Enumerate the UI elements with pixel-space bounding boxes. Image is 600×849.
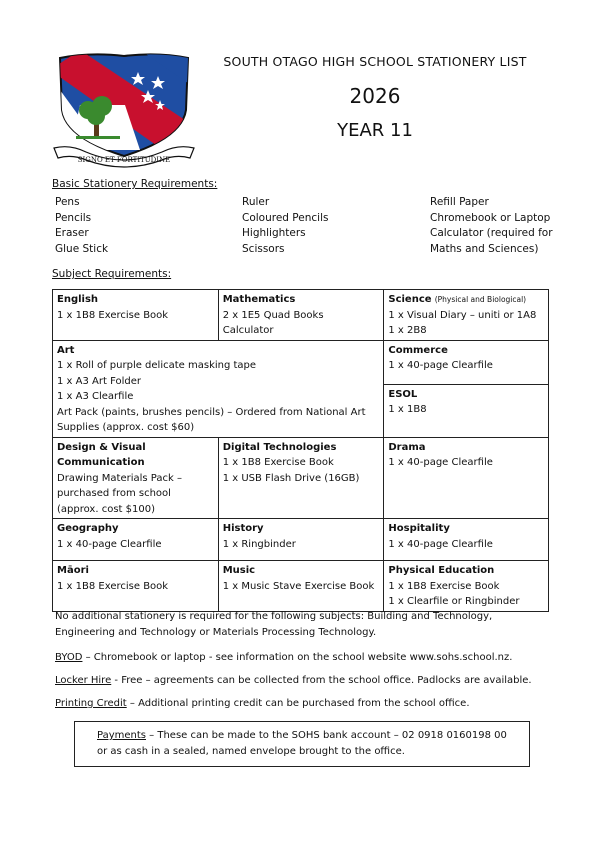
cell-art: [53, 340, 384, 437]
subject-requirements-table: [52, 289, 549, 612]
subject-name: Drama: [388, 441, 426, 453]
subject-item: Calculator: [222, 325, 274, 336]
subject-item: 1 x 40-page Clearfile: [388, 360, 493, 371]
subject-name: Māori: [57, 565, 89, 576]
no-stationery-note: No additional stationery is required for the following subjects: Building and Technology, Engineering and Technology or Materials Processing Technology.: [55, 611, 493, 638]
cell-mathematics: [218, 290, 384, 341]
subject-name: Hospitality: [388, 523, 450, 534]
subject-item: 1 x 1B8 Exercise Book: [388, 580, 500, 592]
subject-name: Commerce: [388, 344, 448, 356]
subject-name: Digital Technologies: [222, 441, 337, 453]
cell-design: [53, 437, 219, 519]
cell-drama: [384, 437, 549, 519]
table-row: [53, 437, 549, 519]
list-item: Pens: [55, 196, 80, 208]
subject-name: Music: [222, 565, 256, 576]
printing-credit-label: Printing Credit: [55, 698, 127, 709]
subject-name: Art: [57, 344, 75, 356]
cell-music: [218, 561, 384, 612]
subject-item: 1 x A3 Clearfile: [57, 391, 134, 402]
payments-line-2: or as cash in a sealed, named envelope brought to the office.: [97, 745, 405, 757]
table-row: [53, 340, 549, 384]
basic-column-1: [55, 195, 108, 258]
payments-text: [97, 728, 527, 759]
list-item: Highlighters: [242, 227, 306, 240]
basic-column-2: [242, 195, 328, 258]
subject-name: Physical Education: [388, 565, 495, 576]
cell-esol: [384, 384, 549, 437]
table-row: [53, 561, 549, 612]
locker-hire-line: [55, 673, 555, 689]
subject-name: Science: [388, 294, 432, 305]
subject-name: Communication: [57, 457, 145, 468]
printing-credit-text: – Additional printing credit can be purchased from the school office.: [126, 698, 470, 709]
payments-label: Payments: [97, 730, 146, 741]
subject-item: (approx. cost $100): [57, 503, 155, 515]
payments-line-1: – These can be made to the SOHS bank account – 02 0918 0160198 00: [146, 730, 507, 741]
subject-name: Geography: [57, 523, 119, 534]
cell-maori: [53, 561, 219, 612]
table-row: [53, 290, 549, 341]
basic-column-3: [430, 195, 553, 258]
subject-item: purchased from school: [57, 488, 171, 499]
cell-geography: [53, 519, 219, 561]
subject-item: Drawing Materials Pack –: [57, 472, 182, 484]
subject-name: History: [222, 523, 264, 534]
byod-label: BYOD: [55, 652, 83, 663]
list-item: Ruler: [242, 196, 270, 208]
subject-name: Mathematics: [222, 294, 296, 305]
subject-item: 1 x 1B8 Exercise Book: [57, 309, 169, 321]
subject-requirements-heading: Subject Requirements:: [52, 268, 172, 280]
subject-item: 1 x 1B8 Exercise Book: [57, 580, 169, 592]
subject-item: 1 x 40-page Clearfile: [388, 457, 493, 468]
level-heading: YEAR 11: [337, 120, 413, 141]
list-item: Scissors: [242, 243, 285, 256]
subject-item: 1 x Clearfile or Ringbinder: [388, 596, 520, 607]
subject-name: ESOL: [388, 388, 418, 400]
list-item: Pencils: [55, 211, 92, 224]
subject-item: 1 x Music Stave Exercise Book: [222, 580, 375, 592]
payments-box: [74, 721, 530, 767]
list-item: Maths and Sciences): [430, 243, 539, 256]
cell-english: [53, 290, 219, 341]
list-item: Refill Paper: [430, 196, 489, 208]
list-item: Calculator (required for: [430, 227, 553, 240]
byod-line: [55, 650, 555, 666]
subject-note: (Physical and Biological): [434, 295, 527, 304]
year-heading: 2026: [349, 84, 401, 108]
subject-item: 1 x 2B8: [388, 325, 427, 336]
list-item: Eraser: [55, 227, 89, 240]
list-item: Coloured Pencils: [242, 211, 329, 224]
table-row: [53, 519, 549, 561]
cell-digital-technologies: [218, 437, 384, 519]
subject-item: 1 x Roll of purple delicate masking tape: [57, 360, 257, 371]
subject-item: 1 x 1B8 Exercise Book: [222, 457, 334, 468]
list-item: Chromebook or Laptop: [430, 211, 551, 224]
byod-text: – Chromebook or laptop - see information on the school website www.sohs.school.nz.: [82, 652, 513, 663]
school-crest: [50, 50, 198, 168]
printing-credit-line: [55, 696, 555, 712]
subject-item: 1 x 1B8: [388, 404, 427, 415]
cell-hospitality: [384, 519, 549, 561]
cell-science: [384, 290, 549, 341]
subject-item: 1 x USB Flash Drive (16GB): [222, 472, 360, 484]
subject-item: 1 x Ringbinder: [222, 538, 296, 550]
subject-item: Supplies (approx. cost $60): [57, 422, 195, 433]
subject-item: 1 x Visual Diary – uniti or 1A8: [388, 309, 537, 321]
list-item: Glue Stick: [55, 243, 109, 256]
cell-history: [218, 519, 384, 561]
subject-name: Design & Visual: [57, 441, 146, 453]
document-title: SOUTH OTAGO HIGH SCHOOL STATIONERY LIST: [223, 54, 527, 69]
subject-item: 2 x 1E5 Quad Books: [222, 309, 324, 321]
subject-item: Art Pack (paints, brushes pencils) – Ordered from National Art: [57, 406, 366, 418]
locker-hire-label: Locker Hire: [55, 675, 112, 686]
crest-motto: SIGNO ET FORTITUDINE: [77, 156, 171, 164]
subject-name: English: [57, 294, 99, 305]
subject-item: 1 x A3 Art Folder: [57, 375, 141, 387]
locker-hire-text: - Free – agreements can be collected from the school office. Padlocks are available.: [111, 675, 532, 686]
subject-item: 1 x 40-page Clearfile: [57, 538, 162, 550]
cell-commerce: [384, 340, 549, 384]
basic-requirements-heading: Basic Stationery Requirements:: [52, 178, 218, 190]
cell-physical-education: [384, 561, 549, 612]
subject-item: 1 x 40-page Clearfile: [388, 538, 493, 550]
